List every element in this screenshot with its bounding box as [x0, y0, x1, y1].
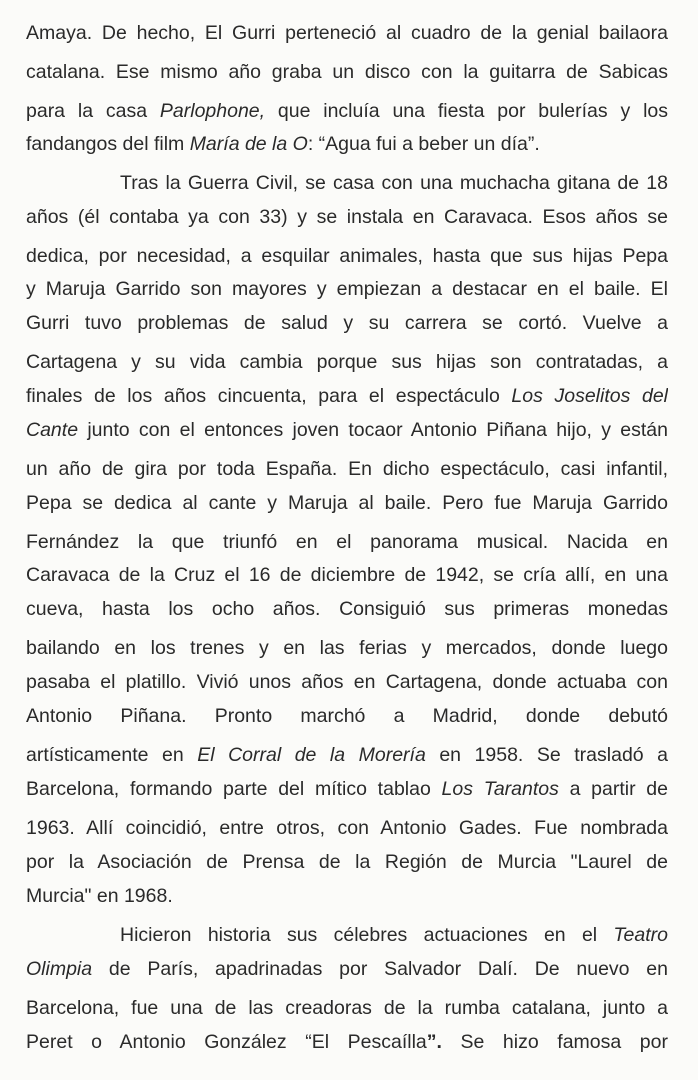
text-run: Caravaca de la Cruz el 16 de diciembre de 1942, se cría allí, en una — [26, 564, 668, 586]
italic-run: María de la O — [189, 133, 308, 155]
text-run: Pepa se dedica al cante y Maruja al baile. Pero fue Maruja Garrido — [26, 492, 668, 514]
text-run: y Maruja Garrido son mayores y empiezan a destacar en el baile. El — [26, 278, 668, 300]
text-run: de París, apadrinadas por Salvador Dalí. De nuevo en — [92, 958, 668, 980]
text-run: pasaba el platillo. Vivió unos años en Cartagena, donde actuaba con — [26, 671, 668, 693]
text-line — [26, 486, 668, 520]
text-line — [26, 845, 668, 879]
text-run: Barcelona, formando parte del mítico tablao — [26, 778, 442, 800]
text-line — [26, 738, 668, 772]
text-line — [26, 272, 668, 306]
text-run: dedica, por necesidad, a esquilar animales, hasta que sus hijas Pepa — [26, 245, 668, 267]
text-run: Hicieron historia sus célebres actuaciones en el — [120, 924, 614, 946]
italic-run: El Corral de la Morería — [197, 744, 426, 766]
text-line — [26, 811, 668, 845]
text-line — [26, 772, 668, 806]
text-line — [26, 452, 668, 486]
text-run: 1963. Allí coincidió, entre otros, con Antonio Gades. Fue nombrada — [26, 817, 668, 839]
text-run: Murcia" en 1968. — [26, 885, 173, 907]
text-run: artísticamente en — [26, 744, 198, 766]
text-run: : “Agua fui a beber un día”. — [307, 133, 540, 155]
text-run: que incluía una fiesta por bulerías y los — [265, 100, 668, 122]
text-run: a partir de — [558, 778, 668, 800]
italic-run: Olimpia — [26, 958, 93, 980]
text-run: para la casa — [26, 100, 160, 122]
italic-run: Los Tarantos — [441, 778, 559, 800]
italic-run: Parlophone, — [159, 100, 266, 122]
text-run: Amaya. De hecho, El Gurri perteneció al cuadro de la genial bailaora — [26, 22, 668, 44]
text-line — [26, 413, 668, 447]
text-run: Tras la Guerra Civil, se casa con una muchacha gitana de 18 — [120, 172, 668, 194]
italic-run: Teatro — [613, 924, 668, 946]
text-line — [26, 665, 668, 699]
text-run: Fernández la que triunfó en el panorama musical. Nacida en — [26, 531, 668, 553]
italic-run: Cante — [26, 419, 79, 441]
text-line — [26, 55, 668, 89]
text-line — [26, 127, 668, 161]
text-run: junto con el entonces joven tocaor Antonio Piñana hijo, y están — [78, 419, 668, 441]
text-line — [26, 16, 668, 50]
bold-run: ”. — [426, 1031, 442, 1053]
text-run: Barcelona, fue una de las creadoras de la rumba catalana, junto a — [26, 997, 668, 1019]
text-run: años (él contaba ya con 33) y se instala en Caravaca. Esos años se — [26, 206, 668, 228]
text-line — [26, 631, 668, 665]
text-line — [26, 345, 668, 379]
text-run: fandangos del film — [26, 133, 190, 155]
text-line — [26, 592, 668, 626]
text-run: finales de los años cincuenta, para el espectáculo — [26, 385, 512, 407]
text-run: Se hizo famosa por — [441, 1031, 668, 1053]
text-line — [26, 558, 668, 592]
text-line — [26, 991, 668, 1025]
text-line — [26, 525, 668, 559]
text-line — [26, 239, 668, 273]
text-line — [26, 952, 668, 986]
text-run: por la Asociación de Prensa de la Región de Murcia "Laurel de — [26, 851, 668, 873]
text-line — [26, 306, 668, 340]
text-line — [26, 699, 668, 733]
text-run: Peret o Antonio González “El Pescaílla — [26, 1031, 427, 1053]
text-line — [26, 379, 668, 413]
text-line — [120, 166, 668, 200]
text-run: cueva, hasta los ocho años. Consiguió sus primeras monedas — [26, 598, 668, 620]
text-run: Gurri tuvo problemas de salud y su carrera se cortó. Vuelve a — [26, 312, 668, 334]
text-run: en 1958. Se trasladó a — [425, 744, 668, 766]
italic-run: Los Joselitos del — [511, 385, 668, 407]
text-run: un año de gira por toda España. En dicho espectáculo, casi infantil, — [26, 458, 668, 480]
text-line — [120, 918, 668, 952]
text-run: Cartagena y su vida cambia porque sus hijas son contratadas, a — [26, 351, 668, 373]
text-run: catalana. Ese mismo año graba un disco con la guitarra de Sabicas — [26, 61, 668, 83]
text-line — [26, 200, 668, 234]
text-run: Antonio Piñana. Pronto marchó a Madrid, donde debutó — [26, 705, 668, 727]
text-line — [26, 1025, 668, 1059]
text-run: bailando en los trenes y en las ferias y mercados, donde luego — [26, 637, 668, 659]
text-line — [26, 94, 668, 128]
text-line — [26, 879, 668, 913]
